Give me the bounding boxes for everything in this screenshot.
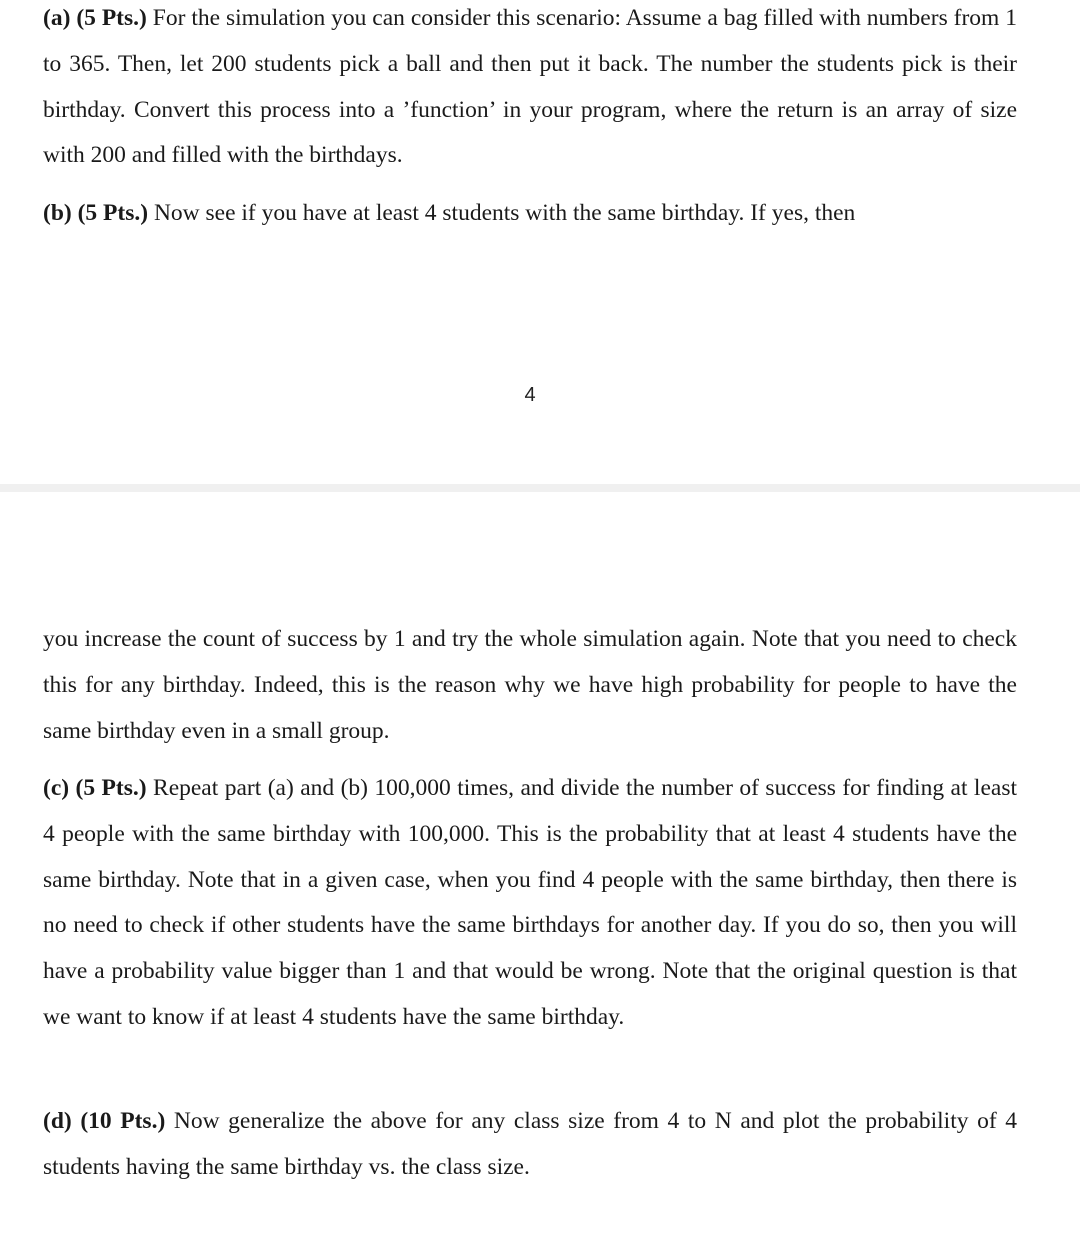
page-4-bottom bbox=[0, 0, 1080, 484]
part-c-label: (c) (5 Pts.) bbox=[43, 775, 147, 801]
part-c-text: Repeat part (a) and (b) 100,000 times, and divide the number of success for finding at least 4 people with the same birthday with 100,000. This is the probability that at least 4 students have the same birthday. Note that in a given case, when you find 4 people with the same birthday, then there is no need to check if other students have the same birthdays for another day. If you do so, then you will have a probability value bigger than 1 and that would be wrong. Note that the original question is that we want to know if at least 4 students have the same birthday. bbox=[43, 775, 1017, 1030]
part-a-label: (a) (5 Pts.) bbox=[43, 5, 147, 31]
part-d-label: (d) (10 Pts.) bbox=[43, 1108, 166, 1134]
part-b-paragraph-start bbox=[43, 191, 1017, 237]
part-b-text-continued: you increase the count of success by 1 and try the whole simulation again. Note that you need to check this for any birthday. Indeed, this is the reason why we have high probability for people to have the same birthday even in a small group. bbox=[43, 626, 1017, 744]
part-d-paragraph bbox=[43, 1099, 1017, 1191]
page-5-top bbox=[0, 492, 1080, 1234]
page-separator bbox=[0, 484, 1080, 492]
part-b-paragraph-continued bbox=[43, 617, 1017, 754]
part-c-paragraph bbox=[43, 766, 1017, 1041]
part-b-text-start: Now see if you have at least 4 students with the same birthday. If yes, then bbox=[148, 200, 856, 226]
part-a-paragraph bbox=[43, 0, 1017, 179]
part-d-text: Now generalize the above for any class size from 4 to N and plot the probability of 4 students having the same birthday vs. the class size. bbox=[43, 1108, 1018, 1180]
part-b-label: (b) (5 Pts.) bbox=[43, 200, 149, 226]
part-a-text: For the simulation you can consider this scenario: Assume a bag filled with numbers from 1 to 365. Then, let 200 students pick a ball and then put it back. The number the students pick is their birthday. Convert this process into a ’function’ in your program, where the return is an array of size with 200 and filled with the birthdays. bbox=[43, 5, 1017, 169]
page-number: 4 bbox=[524, 384, 536, 406]
